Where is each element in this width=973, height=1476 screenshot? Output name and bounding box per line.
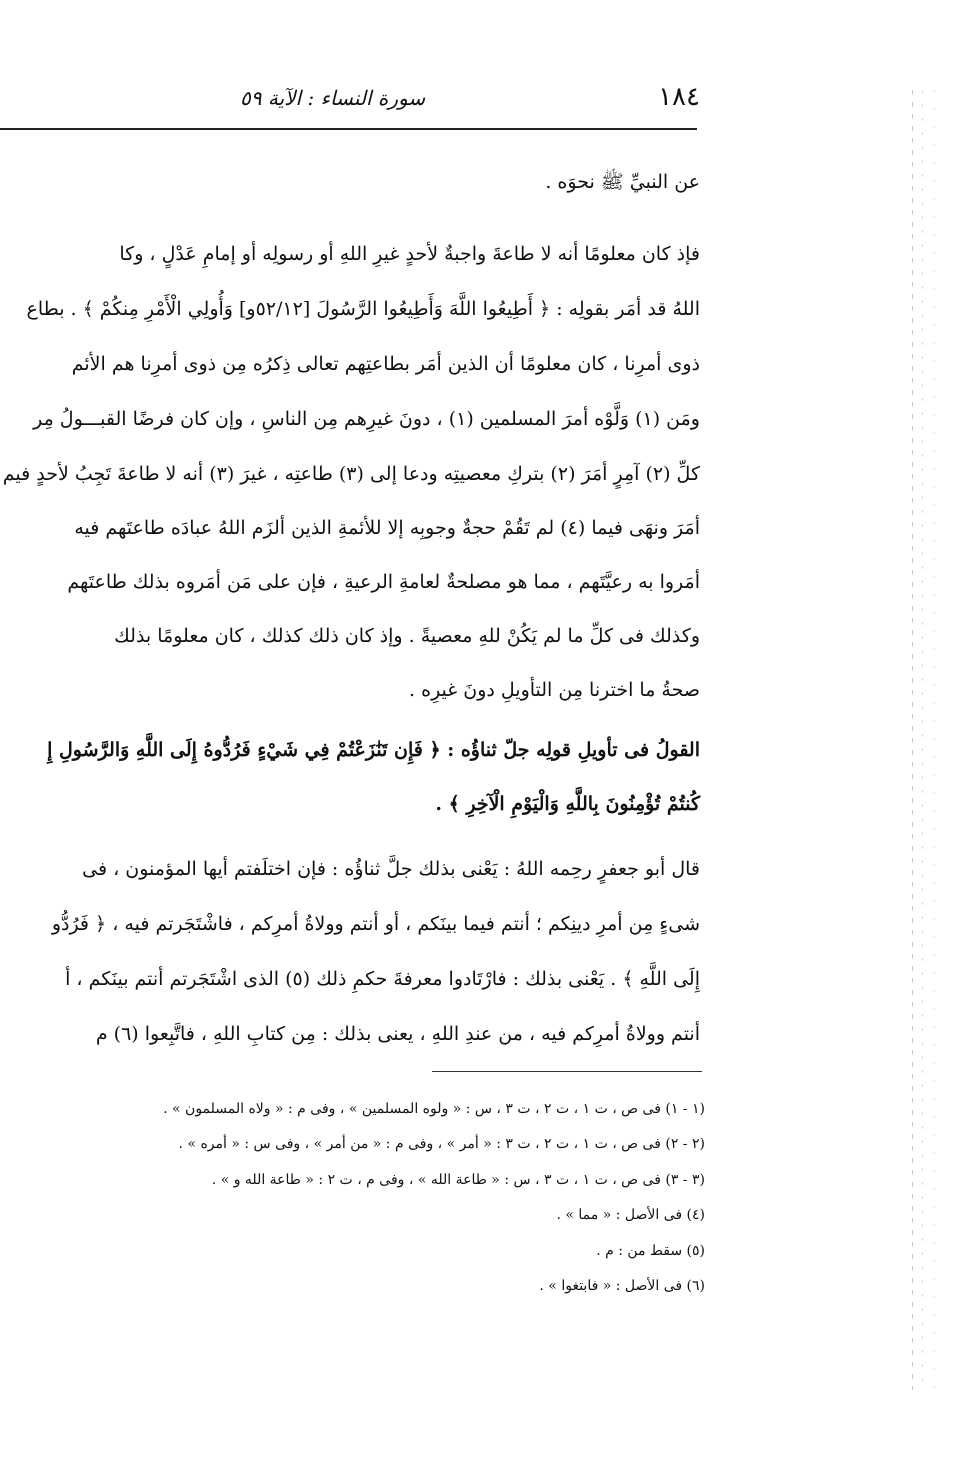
text-line: ومَن (١) وَلَّوْه أمرَ المسلمين (١) ، دونَ غيرِهم مِن الناسِ ، وإن كان فرضًا القبـــولُ مِر bbox=[33, 408, 700, 430]
binding-mark bbox=[922, 90, 923, 1390]
footnote: (١ - ١) فى ص ، ت ١ ، ت ٢ ، ت ٣ ، س : « ولوه المسلمين » ، وفى م : « ولاه المسلمون » . bbox=[163, 1101, 705, 1117]
text-line: قال أبو جعفرٍ رحِمه اللهُ : يَعْنى بذلك جلَّ ثناؤُه : فإن اختلَفتم أيها المؤمنون ، فى bbox=[82, 858, 700, 880]
running-title: سورة النساء : الآية ٥٩ bbox=[240, 86, 426, 110]
footnote: (٢ - ٢) فى ص ، ت ١ ، ت ٢ ، ت ٣ : « أمر » ، وفى م : « من أمر » ، وفى س : « أمره » . bbox=[178, 1136, 705, 1152]
text-line: وكذلك فى كلِّ ما لم يَكُنْ للهِ معصيةً . وإذ كان ذلك كذلك ، كان معلومًا بذلك bbox=[114, 625, 700, 647]
text-line: صحةُ ما اخترنا مِن التأويلِ دونَ غيرِه . bbox=[409, 679, 700, 701]
text-line: فإذ كان معلومًا أنه لا طاعةَ واجبةٌ لأحدٍ غيرِ اللهِ أو رسولِه أو إمامِ عَدْلٍ ، وكا bbox=[119, 243, 700, 265]
text-line: إِلَى اللَّهِ ﴾ . يَعْنى بذلك : فارْتَادوا معرفةَ حكمِ ذلك (٥) الذى اشْتَجَرتم أنتم بينَكم ، أ bbox=[65, 968, 700, 990]
header-rule bbox=[0, 128, 697, 130]
text-line: كلِّ (٢) آمِرٍ أمَرَ (٢) بتركِ معصيتِه ودعا إلى (٣) طاعتِه ، غيرَ (٣) أنه لا طاعةَ تَجِبُ لأحدٍ فيم bbox=[2, 463, 700, 485]
footnote: (٦) فى الأصل : « فابتغوا » . bbox=[539, 1278, 705, 1294]
text-line: أمَروا به رعيَّتَهم ، مما هو مصلحةٌ لعامةِ الرعيةِ ، فإن على مَن أمَروه بذلك طاعتَهم bbox=[67, 571, 700, 593]
page-header bbox=[0, 82, 700, 126]
footnote-rule bbox=[432, 1071, 702, 1072]
binding-mark bbox=[934, 90, 935, 1390]
text-line: أنتم وولاةُ أمرِكم فيه ، من عندِ اللهِ ، يعنى بذلك : مِن كتابِ اللهِ ، فاتَّبِعوا (٦) م bbox=[95, 1023, 700, 1045]
section-heading-line: القولُ فى تأويلِ قولِه جلّ ثناؤُه : ﴿ فَإِن تَنَٰزَعْتُمْ فِي شَيْءٍ فَرُدُّوهُ إِلَى اللَّهِ وَالرَّسُولِ إِ bbox=[47, 739, 700, 761]
text-line: اللهُ قد أمَر بقولِه : ﴿ أَطِيعُوا اللَّهَ وَأَطِيعُوا الرَّسُولَ [٥٢/١٢و] وَأُولِي الْأَمْرِ مِنكُمْ ﴾ . بطاع bbox=[26, 298, 700, 320]
footnote: (٣ - ٣) فى ص ، ت ١ ، ت ٣ ، س : « طاعة الله » ، وفى م ، ت ٢ : « طاعة الله و » . bbox=[211, 1172, 705, 1188]
page-number: ١٨٤ bbox=[658, 82, 700, 112]
section-heading-line: كُنتُمْ تُؤْمِنُونَ بِاللَّهِ وَالْيَوْمِ الْآخِرِ ﴾ . bbox=[435, 793, 700, 815]
binding-mark bbox=[912, 90, 913, 1390]
footnote: (٥) سقط من : م . bbox=[596, 1243, 705, 1259]
text-line: شىءٍ مِن أمرِ دينِكم ؛ أنتم فيما بينَكم ، أو أنتم وولاةُ أمرِكم ، فاشْتَجَرتم فيه ، ﴿ فَرُدُّو bbox=[51, 913, 700, 935]
footnote: (٤) فى الأصل : « مما » . bbox=[556, 1207, 705, 1223]
text-line: عن النبيِّ ﷺ نحوَه . bbox=[545, 171, 700, 193]
text-line: أمَرَ ونهَى فيما (٤) لم تَقُمْ حجةٌ وجوبِه إلا للأئمةِ الذين ألزَم اللهُ عبادَه طاعتَهم فيه bbox=[74, 517, 700, 539]
text-line: ذوى أمرِنا ، كان معلومًا أن الذين أمَر بطاعتِهم تعالى ذِكرُه مِن ذوى أمرِنا هم الأئم bbox=[71, 353, 700, 375]
